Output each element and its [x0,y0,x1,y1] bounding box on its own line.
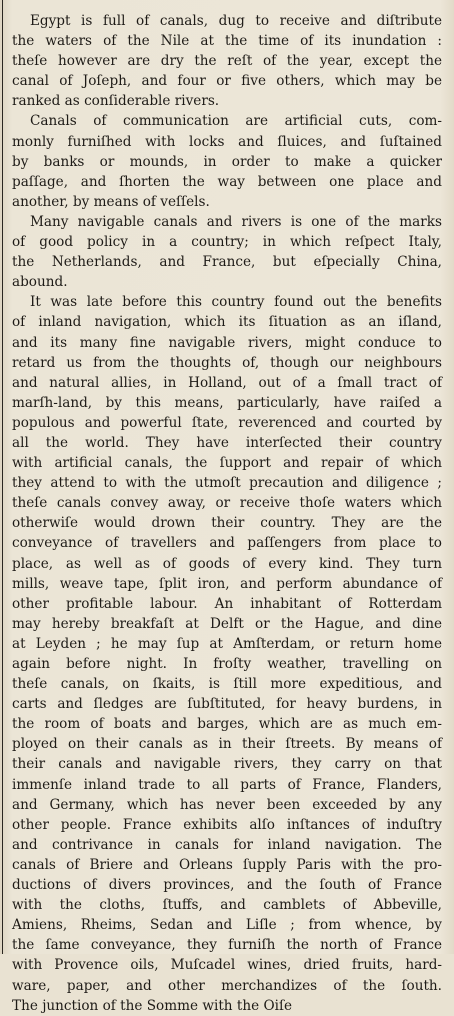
text-line: ranked as conſiderable rivers. [12,93,220,110]
text-line: the waters of the Nile at the time of its inundation : [12,33,442,50]
text-line: monly furniſhed with locks and ſluices, and ſuſtained [12,133,442,150]
text-line: by banks or mounds, in order to make a quicker [12,153,442,170]
text-line: Amiens, Rheims, Sedan and Liſle ; from whence, by [12,917,442,934]
text-line: marſh-land, by this means, particularly, have raiſed a [12,394,442,411]
text-line: with Provence oils, Muſcadel wines, dried fruits, hard- [12,957,442,974]
text-line: otherwiſe would drown their country. They are the [12,515,442,532]
text-line: paſſage, and ſhorten the way between one place and [12,173,442,190]
text-line: immenſe inland trade to all parts of France, Flanders, [12,776,442,793]
page-edge-rule [2,0,3,954]
text-line: with the cloths, ſtuffs, and camblets of Abbeville, [12,897,442,914]
text-line: ployed on their canals as in their ſtreets. By means of [12,736,442,753]
text-line: other profitable labour. An inhabitant of Rotterdam [12,595,442,612]
paragraph [12,11,442,111]
text-line: place, as well as of goods of every kind. They turn [12,555,442,572]
text-line: may hereby breakfaſt at Delft or the Hague, and dine [12,615,442,632]
text-line: ductions of divers provinces, and the ſouth of France [12,877,442,894]
text-line: conveyance of travellers and paſſengers from place to [12,535,442,552]
text-line: abound. [12,274,68,291]
text-line: Many navigable canals and rivers is one of the marks [30,213,442,230]
text-line: and natural allies, in Holland, out of a ſmall tract of [12,374,442,391]
text-line: their canals and navigable rivers, they carry on that [12,756,442,773]
text-line: other people. France exhibits alſo inſtances of induſtry [12,816,442,833]
text-line: canals of Briere and Orleans ſupply Paris with the pro- [12,856,442,873]
text-line: theſe canals, on ſkaits, is ſtill more expeditious, and [12,676,442,693]
text-line: It was late before this country found out the benefits [30,294,442,311]
text-line: at Leyden ; he may ſup at Amſterdam, or return home [12,635,442,652]
text-line: theſe however are dry the reſt of the year, except the [12,53,442,70]
text-line: canal of Joſeph, and four or five others, which may be [12,73,442,90]
text-line: the Netherlands, and France, but eſpecially China, [12,254,442,271]
text-line: the room of boats and barges, which are as much em- [12,716,442,733]
text-line: of good policy in a country; in which reſpect Italy, [12,234,442,251]
paragraph [12,292,442,1015]
text-line: another, by means of veſſels. [12,193,210,210]
text-line: ware, paper, and other merchandizes of the ſouth. [12,977,442,994]
text-line: retard us from the thoughts of, though our neighbours [12,354,442,371]
text-line: and contrivance in canals for inland navigation. The [12,836,442,853]
text-line: the ſame conveyance, they furniſh the north of France [12,937,442,954]
paragraph [12,111,442,211]
text-line: and Germany, which has never been exceeded by any [12,796,442,813]
text-line: again before night. In froſty weather, travelling on [12,656,442,672]
text-line: all the world. They have interſected their country [12,434,442,451]
text-line: The junction of the Somme with the Oiſe [12,997,293,1014]
text-line: Canals of communication are artificial cuts, com- [30,113,442,130]
text-line: mills, weave tape, ſplit iron, and perform abundance of [12,575,442,592]
text-line: and its many fine navigable rivers, might conduce to [12,334,442,351]
text-line: with artificial canals, the ſupport and repair of which [12,455,442,472]
text-line: carts and ſledges are ſubſtituted, for heavy burdens, in [12,696,442,713]
text-line: they attend to with the utmoſt precaution and diligence ; [12,475,442,492]
text-line: Egypt is full of canals, dug to receive and diſtribute [30,13,442,29]
text-line: populous and powerful ſtate, reverenced and courted by [12,414,442,431]
body-text [12,11,442,1016]
text-line: of inland navigation, which its ſituation as an iſland, [12,314,442,331]
text-line: theſe canals convey away, or receive thoſe waters which [12,495,442,512]
paragraph [12,212,442,292]
